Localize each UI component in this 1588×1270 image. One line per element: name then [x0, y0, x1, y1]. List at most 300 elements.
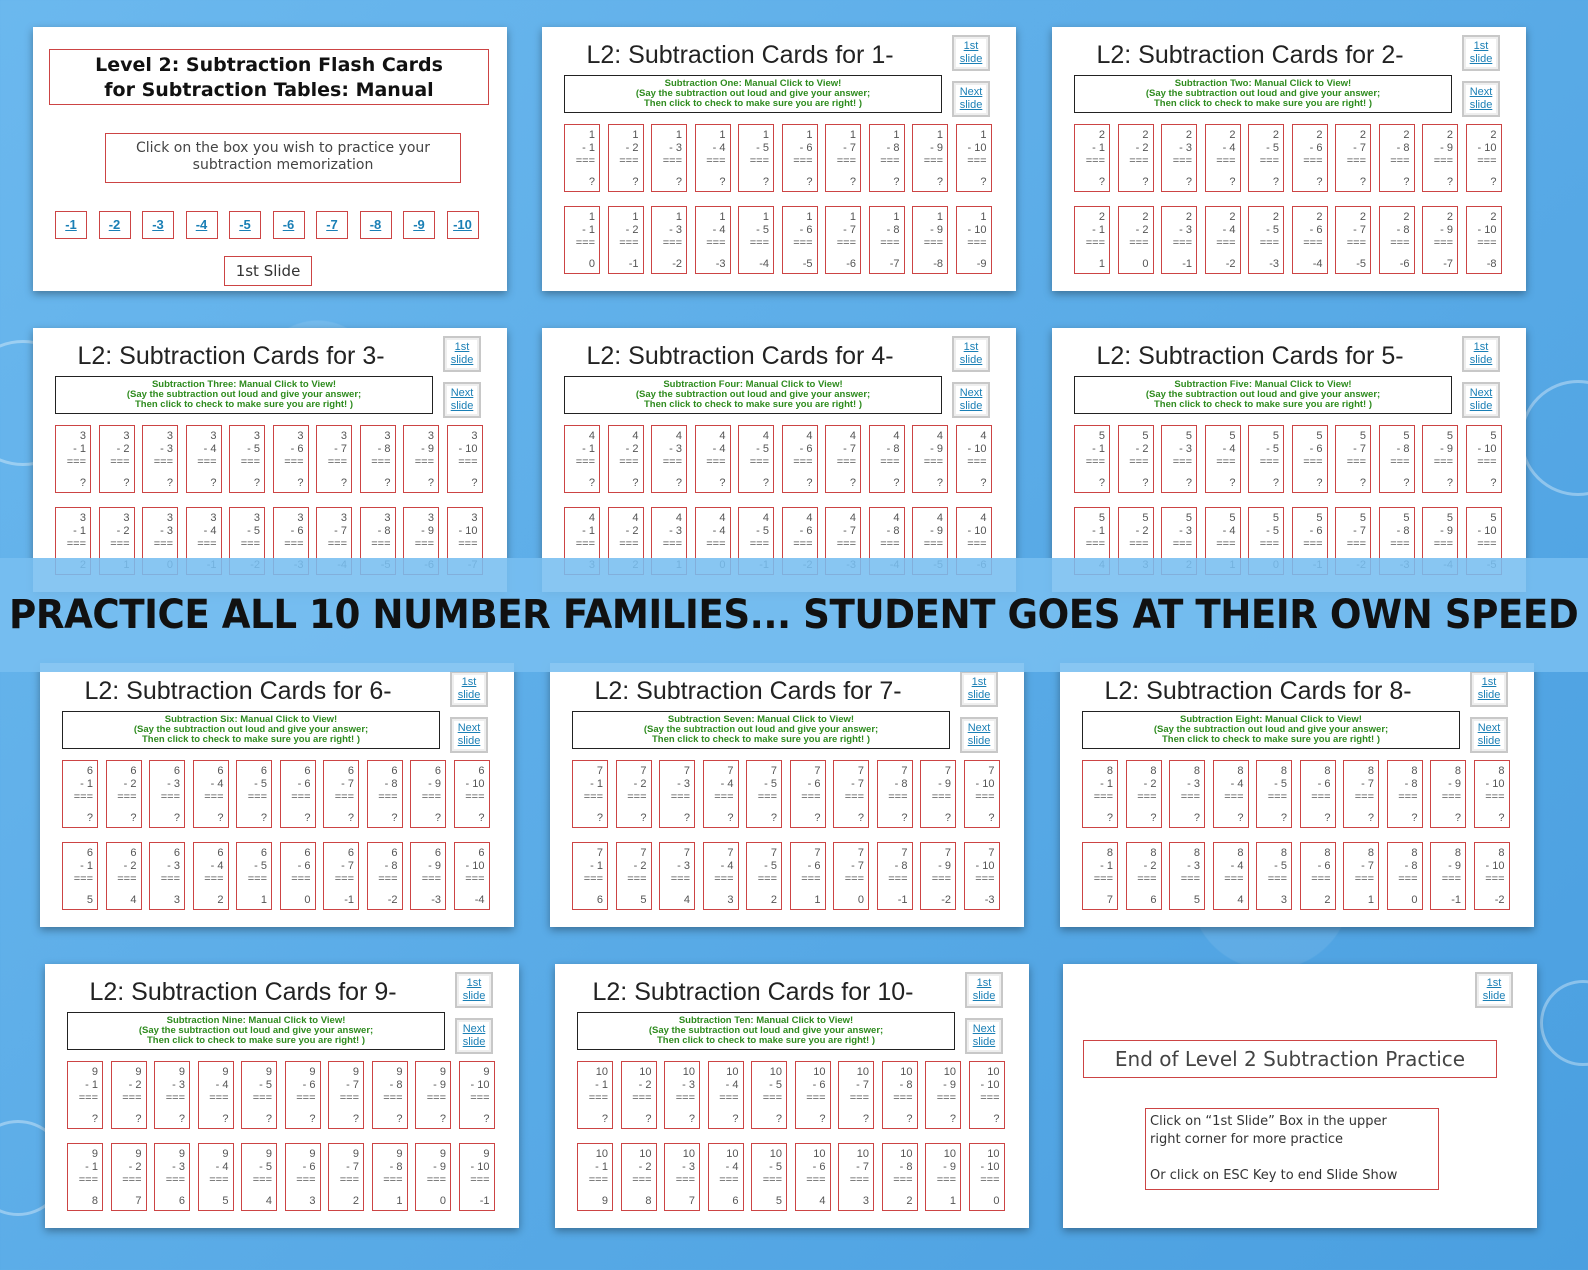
- answer-card[interactable]: [1074, 206, 1110, 274]
- question-card[interactable]: [1292, 124, 1328, 192]
- question-card[interactable]: [877, 760, 913, 828]
- question-card[interactable]: [825, 124, 861, 192]
- card-subtrahend: - 2: [625, 224, 639, 236]
- answer-card[interactable]: [1161, 206, 1197, 274]
- next-slide-button[interactable]: [960, 717, 998, 753]
- card-minuend: 8: [1498, 765, 1505, 777]
- question-card[interactable]: [323, 760, 359, 828]
- question-card[interactable]: [925, 1061, 961, 1129]
- answer-card[interactable]: [459, 1143, 495, 1211]
- question-card[interactable]: [1213, 760, 1249, 828]
- card-minuend: 3: [471, 512, 478, 524]
- question-card[interactable]: [1074, 124, 1110, 192]
- card-subtrahend: - 6: [1309, 525, 1323, 537]
- answer-card[interactable]: [67, 1143, 103, 1211]
- question-card[interactable]: [1474, 760, 1510, 828]
- question-card[interactable]: [367, 760, 403, 828]
- card-minuend: 4: [980, 430, 987, 442]
- card-subtrahend: - 9: [930, 443, 943, 455]
- next-slide-button[interactable]: [952, 81, 990, 117]
- card-minuend: 4: [936, 512, 943, 524]
- card-separator: ===: [675, 1092, 695, 1104]
- question-card[interactable]: [142, 425, 178, 493]
- question-cards-row: [564, 425, 992, 493]
- next-slide-button[interactable]: [450, 717, 488, 753]
- card-answer: 3: [862, 1195, 869, 1207]
- card-subtrahend: - 5: [1266, 443, 1279, 455]
- card-subtrahend: - 9: [930, 224, 943, 236]
- card-separator: ===: [793, 538, 813, 550]
- question-card[interactable]: [564, 124, 600, 192]
- question-card[interactable]: [55, 425, 91, 493]
- card-minuend: 1: [719, 129, 726, 141]
- answer-card[interactable]: [1292, 206, 1328, 274]
- question-card[interactable]: [229, 425, 265, 493]
- card-separator: ===: [247, 873, 267, 885]
- answer-card[interactable]: [969, 1143, 1005, 1211]
- question-card[interactable]: [1205, 425, 1241, 493]
- question-card[interactable]: [1422, 425, 1458, 493]
- question-card[interactable]: [372, 1061, 408, 1129]
- answer-card[interactable]: [912, 206, 948, 274]
- question-card[interactable]: [782, 124, 818, 192]
- family-link-2[interactable]: -2: [99, 211, 131, 239]
- first-slide-button[interactable]: [1462, 35, 1500, 71]
- card-subtrahend: - 10: [465, 860, 485, 872]
- question-card[interactable]: [67, 1061, 103, 1129]
- card-answer: 2: [217, 894, 224, 906]
- card-minuend: 4: [588, 430, 595, 442]
- answer-card[interactable]: [1248, 206, 1284, 274]
- card-separator: ===: [1390, 237, 1410, 249]
- answer-card[interactable]: [154, 1143, 190, 1211]
- question-card[interactable]: [869, 124, 905, 192]
- question-card[interactable]: [1118, 425, 1154, 493]
- card-answer: ?: [588, 477, 595, 489]
- card-answer: ?: [1498, 812, 1505, 824]
- question-card[interactable]: [738, 124, 774, 192]
- question-card[interactable]: [969, 1061, 1005, 1129]
- question-card[interactable]: [738, 425, 774, 493]
- question-card[interactable]: [1335, 425, 1371, 493]
- card-answer: ?: [265, 1113, 272, 1125]
- card-answer: -3: [984, 894, 995, 906]
- question-card[interactable]: [659, 760, 695, 828]
- card-minuend: 9: [352, 1148, 359, 1160]
- question-card[interactable]: [577, 1061, 613, 1129]
- instruction-line3: Then click to check to make sure you are right! ): [1153, 399, 1373, 410]
- answer-card[interactable]: [198, 1143, 234, 1211]
- question-card[interactable]: [273, 425, 309, 493]
- question-card[interactable]: [782, 425, 818, 493]
- card-separator: ===: [209, 1092, 229, 1104]
- card-answer: ?: [1316, 477, 1323, 489]
- question-card[interactable]: [703, 760, 739, 828]
- card-minuend: 4: [893, 430, 900, 442]
- answer-card[interactable]: [1422, 206, 1458, 274]
- question-card[interactable]: [454, 760, 490, 828]
- answer-card[interactable]: [782, 206, 818, 274]
- question-card[interactable]: [920, 760, 956, 828]
- card-minuend: 5: [1316, 512, 1323, 524]
- question-card[interactable]: [1161, 425, 1197, 493]
- question-card[interactable]: [746, 760, 782, 828]
- card-separator: ===: [252, 1092, 272, 1104]
- answer-card[interactable]: [1466, 206, 1502, 274]
- card-subtrahend: - 3: [669, 224, 682, 236]
- card-minuend: 4: [893, 512, 900, 524]
- card-subtrahend: - 10: [1477, 443, 1497, 455]
- question-card[interactable]: [285, 1061, 321, 1129]
- answer-card[interactable]: [1379, 206, 1415, 274]
- card-answer: ?: [1324, 812, 1331, 824]
- question-card[interactable]: [1387, 760, 1423, 828]
- answer-card[interactable]: [825, 206, 861, 274]
- question-card[interactable]: [1300, 760, 1336, 828]
- card-answer: 0: [857, 894, 864, 906]
- question-card[interactable]: [564, 425, 600, 493]
- question-card[interactable]: [651, 124, 687, 192]
- answer-card[interactable]: [111, 1143, 147, 1211]
- question-card[interactable]: [790, 760, 826, 828]
- answer-card[interactable]: [695, 206, 731, 274]
- first-slide-label-2: slide: [1469, 354, 1493, 366]
- answer-card[interactable]: [285, 1143, 321, 1211]
- answer-card[interactable]: [1256, 842, 1292, 910]
- promo-banner: [0, 558, 1588, 672]
- question-card[interactable]: [751, 1061, 787, 1129]
- first-slide-button[interactable]: [1475, 972, 1513, 1008]
- question-card[interactable]: [664, 1061, 700, 1129]
- card-separator: ===: [801, 791, 821, 803]
- answer-card[interactable]: [1300, 842, 1336, 910]
- card-minuend: 10: [813, 1066, 826, 1078]
- answer-card[interactable]: [746, 842, 782, 910]
- answer-card[interactable]: [651, 206, 687, 274]
- answer-card[interactable]: [608, 206, 644, 274]
- card-answer: ?: [732, 1113, 739, 1125]
- card-separator: ===: [1093, 873, 1113, 885]
- next-slide-button[interactable]: [952, 382, 990, 418]
- question-card[interactable]: [1379, 425, 1415, 493]
- answer-card[interactable]: [751, 1143, 787, 1211]
- answer-card[interactable]: [664, 1143, 700, 1211]
- question-card[interactable]: [708, 1061, 744, 1129]
- answer-card[interactable]: [738, 206, 774, 274]
- question-card[interactable]: [280, 760, 316, 828]
- card-minuend: 8: [1150, 765, 1157, 777]
- answer-card[interactable]: [1126, 842, 1162, 910]
- answer-card[interactable]: [236, 842, 272, 910]
- card-separator: ===: [880, 237, 900, 249]
- card-minuend: 7: [683, 765, 690, 777]
- answer-card[interactable]: [925, 1143, 961, 1211]
- question-card[interactable]: [410, 760, 446, 828]
- next-slide-label-1: Next: [967, 722, 991, 734]
- family-link-9[interactable]: -9: [403, 211, 435, 239]
- answer-card[interactable]: [367, 842, 403, 910]
- question-card[interactable]: [241, 1061, 277, 1129]
- first-slide-button[interactable]: [450, 671, 488, 707]
- question-card[interactable]: [1422, 124, 1458, 192]
- card-subtrahend: - 1: [85, 1079, 98, 1091]
- answer-card[interactable]: [323, 842, 359, 910]
- card-subtrahend: - 9: [1440, 443, 1453, 455]
- answer-card[interactable]: [833, 842, 869, 910]
- question-card[interactable]: [795, 1061, 831, 1129]
- answer-card[interactable]: [964, 842, 1000, 910]
- question-card[interactable]: [459, 1061, 495, 1129]
- next-slide-button[interactable]: [455, 1018, 493, 1054]
- question-card[interactable]: [236, 760, 272, 828]
- question-card[interactable]: [695, 124, 731, 192]
- question-card[interactable]: [1379, 124, 1415, 192]
- answer-card[interactable]: [410, 842, 446, 910]
- card-subtrahend: - 1: [73, 443, 86, 455]
- answer-card[interactable]: [149, 842, 185, 910]
- card-minuend: 2: [1185, 129, 1192, 141]
- question-card[interactable]: [1082, 760, 1118, 828]
- next-slide-button[interactable]: [1462, 382, 1500, 418]
- card-minuend: 3: [210, 512, 217, 524]
- answer-card[interactable]: [790, 842, 826, 910]
- instruction-line3: Then click to check to make sure you are right! ): [656, 1035, 876, 1046]
- question-card[interactable]: [1466, 124, 1502, 192]
- card-answer: -1: [897, 894, 908, 906]
- card-separator: ===: [1433, 237, 1453, 249]
- question-card[interactable]: [608, 124, 644, 192]
- question-card[interactable]: [1161, 124, 1197, 192]
- question-card[interactable]: [328, 1061, 364, 1129]
- answer-card[interactable]: [1430, 842, 1466, 910]
- card-minuend: 10: [726, 1066, 739, 1078]
- answer-card[interactable]: [616, 842, 652, 910]
- question-card[interactable]: [1118, 124, 1154, 192]
- question-card[interactable]: [1248, 425, 1284, 493]
- question-card[interactable]: [869, 425, 905, 493]
- next-slide-button[interactable]: [1470, 717, 1508, 753]
- first-slide-button[interactable]: [443, 336, 481, 372]
- family-link-7[interactable]: -7: [316, 211, 348, 239]
- answer-card[interactable]: [415, 1143, 451, 1211]
- first-slide-button[interactable]: [455, 972, 493, 1008]
- card-answer: ?: [1106, 812, 1113, 824]
- next-slide-button[interactable]: [965, 1018, 1003, 1054]
- question-card[interactable]: [415, 1061, 451, 1129]
- answer-card[interactable]: [1082, 842, 1118, 910]
- question-card[interactable]: [964, 760, 1000, 828]
- card-minuend: 10: [943, 1066, 956, 1078]
- card-answer: ?: [391, 812, 398, 824]
- first-slide-button[interactable]: 1st Slide: [224, 256, 312, 286]
- answer-card[interactable]: [328, 1143, 364, 1211]
- first-slide-label-1: 1st: [963, 341, 979, 353]
- answer-card[interactable]: [621, 1143, 657, 1211]
- instruction-header: Subtraction Three: Manual Click to View!: [151, 379, 337, 390]
- card-separator: ===: [421, 791, 441, 803]
- first-slide-button[interactable]: [952, 35, 990, 71]
- card-subtrahend: - 2: [123, 860, 137, 872]
- card-minuend: 10: [595, 1066, 608, 1078]
- question-card[interactable]: [154, 1061, 190, 1129]
- family-link-3[interactable]: -3: [142, 211, 174, 239]
- question-card[interactable]: [882, 1061, 918, 1129]
- question-card[interactable]: [1430, 760, 1466, 828]
- card-minuend: 9: [439, 1148, 446, 1160]
- card-subtrahend: - 3: [682, 1161, 695, 1173]
- question-card[interactable]: [1292, 425, 1328, 493]
- question-card[interactable]: [1343, 760, 1379, 828]
- card-subtrahend: - 7: [843, 224, 856, 236]
- first-slide-button[interactable]: [1462, 336, 1500, 372]
- family-link-6[interactable]: -6: [273, 211, 305, 239]
- answer-card[interactable]: [869, 206, 905, 274]
- first-slide-button[interactable]: [965, 972, 1003, 1008]
- question-card[interactable]: [833, 760, 869, 828]
- answer-card[interactable]: [708, 1143, 744, 1211]
- question-card[interactable]: [1126, 760, 1162, 828]
- question-card[interactable]: [572, 760, 608, 828]
- question-card[interactable]: [651, 425, 687, 493]
- card-separator: ===: [1224, 873, 1244, 885]
- card-minuend: 7: [901, 847, 908, 859]
- question-card[interactable]: [1169, 760, 1205, 828]
- first-slide-label-2: slide: [1477, 689, 1501, 701]
- question-card[interactable]: [360, 425, 396, 493]
- question-card[interactable]: [316, 425, 352, 493]
- card-separator: ===: [967, 538, 987, 550]
- question-card[interactable]: [825, 425, 861, 493]
- answer-card[interactable]: [956, 206, 992, 274]
- card-subtrahend: - 8: [894, 860, 908, 872]
- card-subtrahend: - 6: [1309, 224, 1323, 236]
- answer-card[interactable]: [1118, 206, 1154, 274]
- question-card[interactable]: [621, 1061, 657, 1129]
- next-slide-button[interactable]: [1462, 81, 1500, 117]
- question-card[interactable]: [1466, 425, 1502, 493]
- family-link-4[interactable]: -4: [186, 211, 218, 239]
- card-separator: ===: [675, 1174, 695, 1186]
- question-card[interactable]: [838, 1061, 874, 1129]
- card-separator: ===: [849, 1092, 869, 1104]
- question-card[interactable]: [106, 760, 142, 828]
- answer-card[interactable]: [577, 1143, 613, 1211]
- card-minuend: 4: [806, 512, 813, 524]
- first-slide-button[interactable]: [952, 336, 990, 372]
- question-card[interactable]: [149, 760, 185, 828]
- answer-card[interactable]: [372, 1143, 408, 1211]
- question-card[interactable]: [403, 425, 439, 493]
- question-card[interactable]: [111, 1061, 147, 1129]
- answer-card[interactable]: [454, 842, 490, 910]
- answer-card[interactable]: [564, 206, 600, 274]
- card-minuend: 10: [682, 1148, 695, 1160]
- question-card[interactable]: [695, 425, 731, 493]
- family-link-5[interactable]: -5: [229, 211, 261, 239]
- question-card[interactable]: [956, 124, 992, 192]
- first-slide-button[interactable]: [1470, 671, 1508, 707]
- instruction-header: Subtraction Eight: Manual Click to View!: [1180, 714, 1362, 725]
- card-minuend: 2: [1446, 129, 1453, 141]
- answer-card[interactable]: [1387, 842, 1423, 910]
- answer-card[interactable]: [280, 842, 316, 910]
- answer-card[interactable]: [877, 842, 913, 910]
- question-card[interactable]: [1248, 124, 1284, 192]
- answer-card[interactable]: [703, 842, 739, 910]
- answer-card[interactable]: [795, 1143, 831, 1211]
- card-minuend: 10: [639, 1148, 652, 1160]
- answer-card[interactable]: [838, 1143, 874, 1211]
- question-card[interactable]: [193, 760, 229, 828]
- card-separator: ===: [967, 456, 987, 468]
- card-minuend: 6: [478, 765, 485, 777]
- question-card[interactable]: [1256, 760, 1292, 828]
- instruction-box: [67, 1012, 445, 1050]
- question-card[interactable]: [62, 760, 98, 828]
- answer-card[interactable]: [1213, 842, 1249, 910]
- card-subtrahend: - 3: [677, 860, 690, 872]
- answer-card[interactable]: [106, 842, 142, 910]
- question-card[interactable]: [1074, 425, 1110, 493]
- card-answer: ?: [936, 176, 943, 188]
- question-card[interactable]: [608, 425, 644, 493]
- question-card[interactable]: [912, 124, 948, 192]
- answer-card[interactable]: [920, 842, 956, 910]
- card-separator: ===: [923, 456, 943, 468]
- card-minuend: 7: [770, 765, 777, 777]
- card-answer: ?: [893, 176, 900, 188]
- first-slide-button[interactable]: [960, 671, 998, 707]
- question-card[interactable]: [1335, 124, 1371, 192]
- card-minuend: 2: [1490, 211, 1497, 223]
- answer-card[interactable]: [1205, 206, 1241, 274]
- answer-card[interactable]: [1335, 206, 1371, 274]
- answer-card[interactable]: [572, 842, 608, 910]
- question-card[interactable]: [912, 425, 948, 493]
- answer-card[interactable]: [1169, 842, 1205, 910]
- question-card[interactable]: [1205, 124, 1241, 192]
- question-card[interactable]: [186, 425, 222, 493]
- question-card[interactable]: [198, 1061, 234, 1129]
- background-doodle: [1520, 380, 1588, 496]
- card-subtrahend: - 3: [160, 443, 173, 455]
- answer-card[interactable]: [241, 1143, 277, 1211]
- question-cards-row: [55, 425, 483, 493]
- card-separator: ===: [1390, 456, 1410, 468]
- question-card[interactable]: [616, 760, 652, 828]
- family-link-1[interactable]: -1: [55, 211, 87, 239]
- card-separator: ===: [888, 791, 908, 803]
- card-subtrahend: - 7: [851, 860, 864, 872]
- next-slide-button[interactable]: [443, 382, 481, 418]
- answer-card[interactable]: [193, 842, 229, 910]
- answer-card[interactable]: [62, 842, 98, 910]
- family-link-8[interactable]: -8: [360, 211, 392, 239]
- answer-card[interactable]: [659, 842, 695, 910]
- first-slide-label-2: slide: [967, 689, 991, 701]
- question-card[interactable]: [956, 425, 992, 493]
- family-link-10[interactable]: -10: [447, 211, 479, 239]
- first-slide-label-1: 1st: [971, 676, 987, 688]
- card-answer: ?: [719, 176, 726, 188]
- instruction-line2: (Say the subtraction out loud and give your answer;: [126, 389, 362, 400]
- card-subtrahend: - 10: [1477, 142, 1497, 154]
- answer-card[interactable]: [1343, 842, 1379, 910]
- question-card[interactable]: [99, 425, 135, 493]
- answer-card[interactable]: [1474, 842, 1510, 910]
- question-card[interactable]: [447, 425, 483, 493]
- answer-card[interactable]: [882, 1143, 918, 1211]
